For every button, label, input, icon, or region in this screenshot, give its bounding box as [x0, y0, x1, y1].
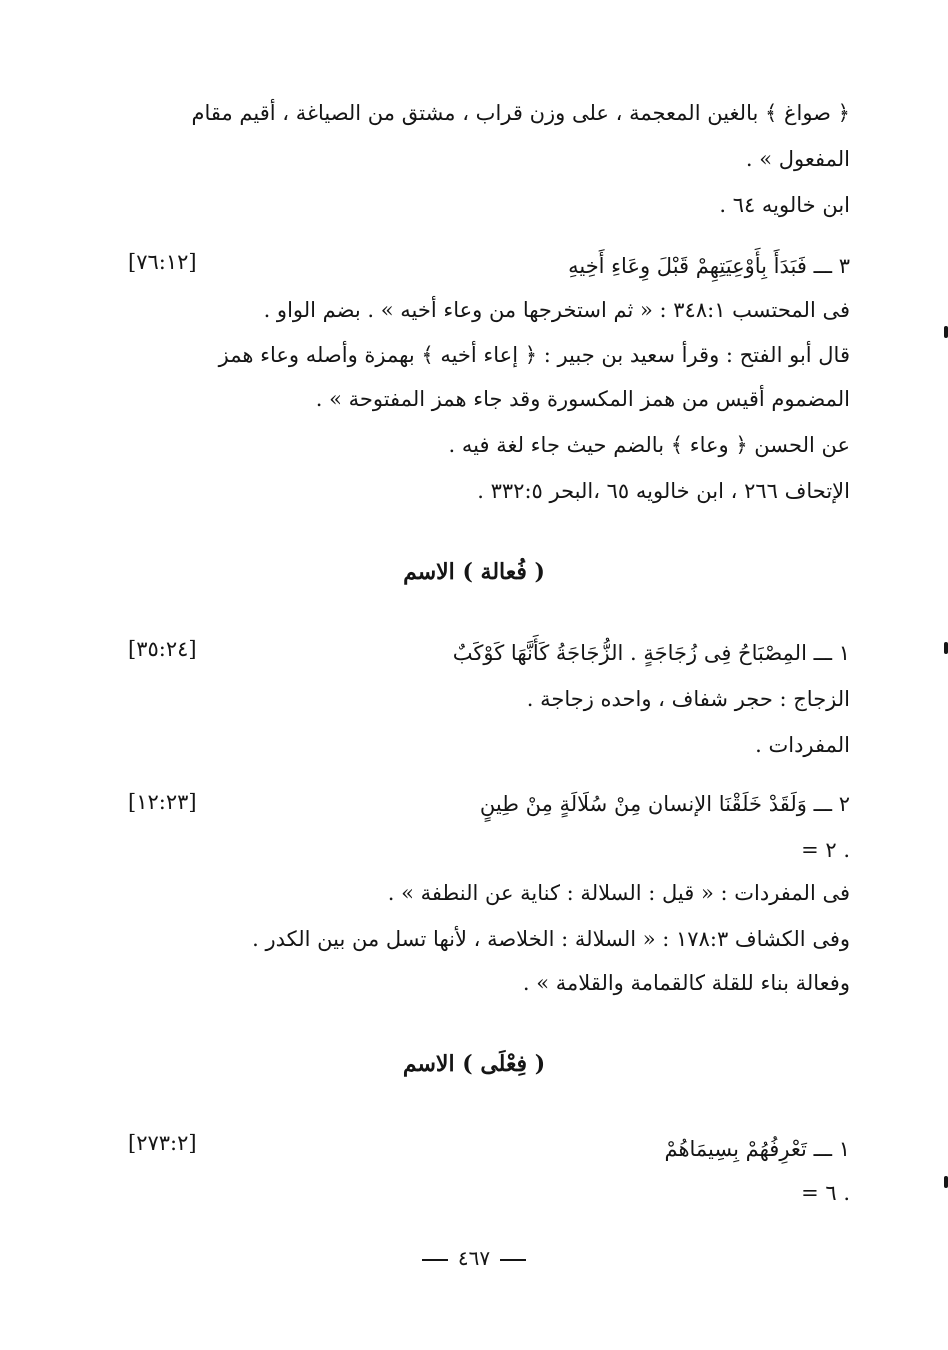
- dash-decoration: [422, 1259, 448, 1261]
- text-line: = ٢ .: [801, 838, 850, 862]
- text-line: الإتحاف ٢٦٦ ، ابن خالويه ٦٥ ،البحر ٣٣٢:٥ .: [477, 479, 850, 503]
- text-line: = ٦ .: [801, 1181, 850, 1205]
- text-line: قال أبو الفتح : وقرأ سعيد بن جبير : ﴿ إعاء أخيه ﴾ بهمزة وأصله وعاء همز: [218, 343, 850, 367]
- verse-line: ١ ـــ تَعْرِفُهُمْ بِسِيمَاهُمْ: [664, 1137, 850, 1161]
- verse-line: ٢ ـــ وَلَقَدْ خَلَقْنَا الإنسان مِنْ سُلَالَةٍ مِنْ طِينٍ: [479, 792, 850, 816]
- scan-margin-mark: [944, 326, 948, 338]
- verse-reference: [٣٥:٢٤]: [128, 637, 197, 661]
- scan-margin-mark: [944, 1176, 948, 1188]
- page-number: [0, 1243, 948, 1273]
- verse-reference: [٧٦:١٢]: [128, 250, 197, 274]
- verse-line: ١ ـــ المِصْبَاحُ فِى زُجَاجَةٍ . الزُّجَاجَةُ كَأَنَّهَا كَوْكَبٌ: [452, 641, 850, 665]
- text-line: المفردات .: [755, 733, 850, 757]
- text-line: المفعول » .: [745, 147, 850, 171]
- text-line: فى المحتسب ٣٤٨:١ : « ثم استخرجها من وعاء أخيه » . بضم الواو .: [263, 298, 850, 322]
- verse-reference: [٢٧٣:٢]: [128, 1131, 197, 1155]
- text-line: فى المفردات : « قيل : السلالة : كناية عن النطفة » .: [387, 881, 850, 905]
- dash-decoration: [500, 1259, 526, 1261]
- text-line: ﴿ صواغ ﴾ بالغين المعجمة ، على وزن قراب ، مشتق من الصياغة ، أقيم مقام: [191, 101, 850, 125]
- page-number-text: ٤٦٧: [457, 1246, 491, 1270]
- text-line: الزجاج : حجر شفاف ، واحده زجاجة .: [526, 687, 850, 711]
- section-heading: ( فِعْلَى ) الاسم: [402, 1051, 546, 1077]
- scan-margin-mark: [944, 642, 948, 654]
- verse-reference: [١٢:٢٣]: [128, 790, 197, 814]
- text-line: المضموم أقيس من همز المكسورة وقد جاء همز المفتوحة » .: [315, 387, 850, 411]
- text-line: وفعالة بناء للقلة كالقمامة والقلامة » .: [522, 971, 850, 995]
- text-line: وفى الكشاف ١٧٨:٣ : « السلالة : الخلاصة ، لأنها تسل من بين الكدر .: [252, 927, 850, 951]
- section-heading: ( فُعالة ) الاسم: [403, 559, 545, 585]
- verse-line: ٣ ـــ فَبَدَأَ بِأَوْعِيَتِهِمْ قَبْلَ وِعَاءِ أَخِيهِ: [568, 254, 850, 278]
- text-line: عن الحسن ﴿ وعاء ﴾ بالضم حيث جاء لغة فيه .: [448, 433, 850, 457]
- text-line: ابن خالويه ٦٤ .: [719, 193, 850, 217]
